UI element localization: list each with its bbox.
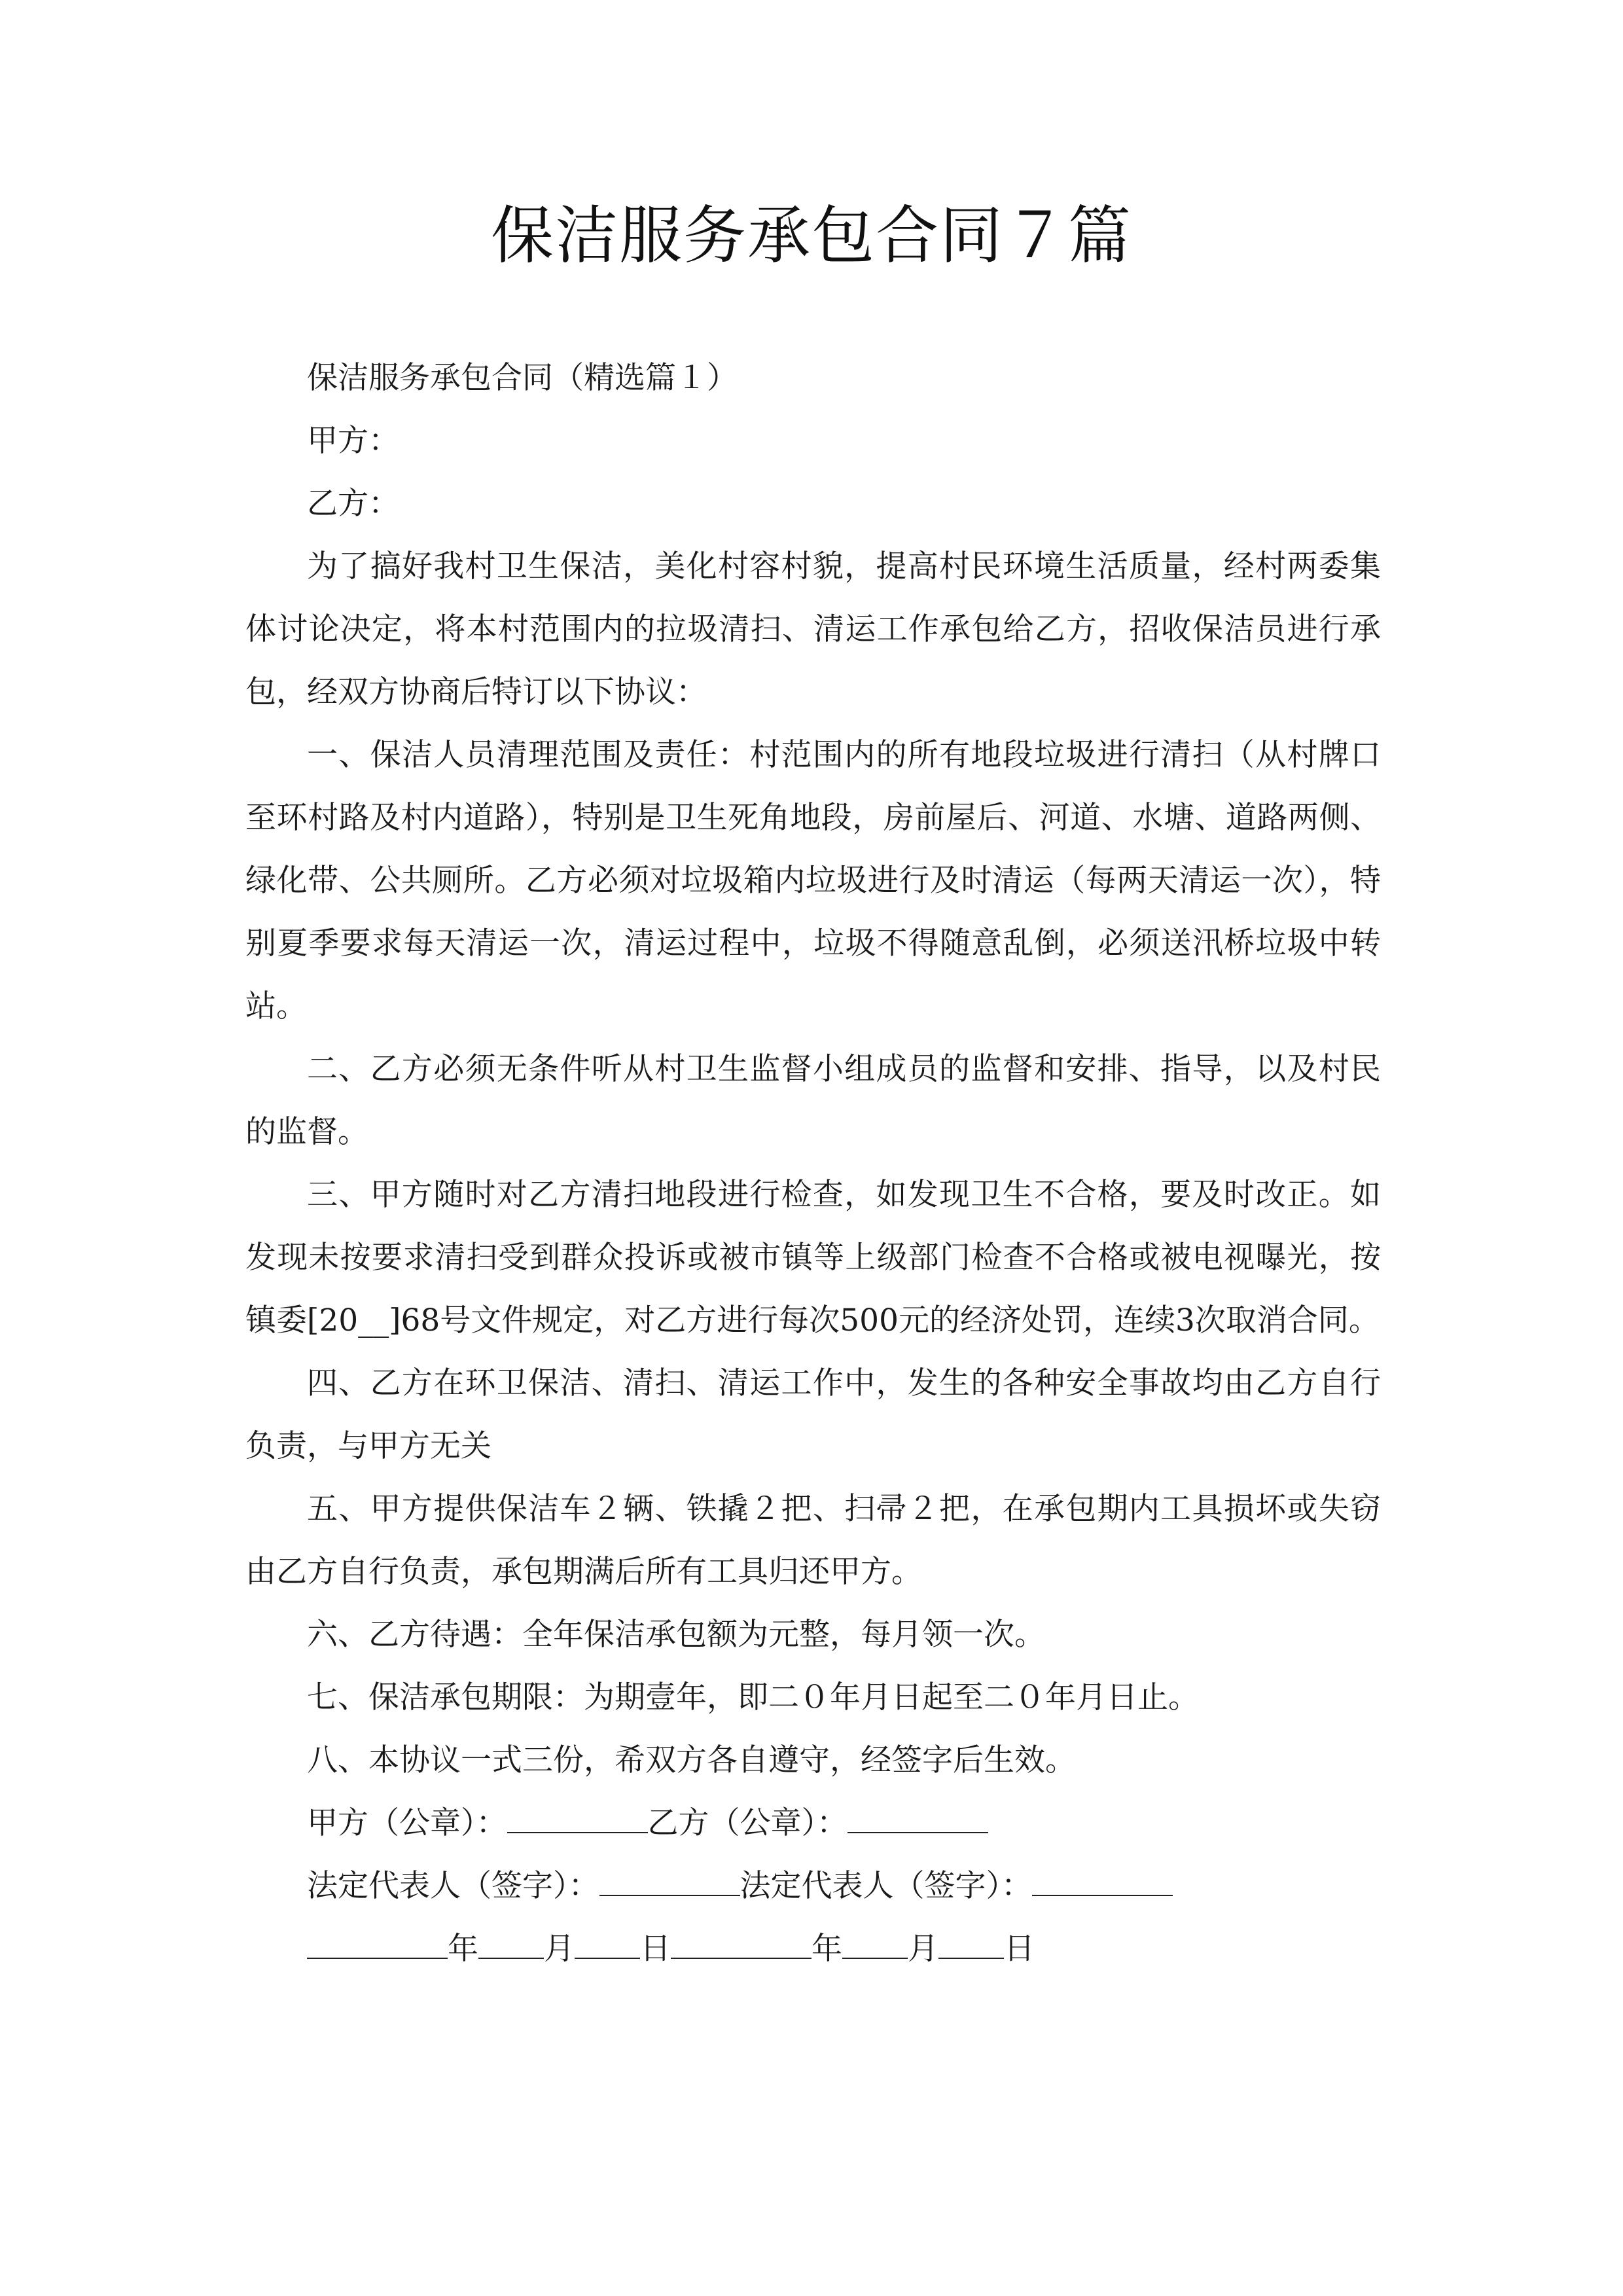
party-b-line: 乙方： [307,486,399,522]
date-a-month: 月 [544,1931,575,1967]
date-b-day: 日 [1004,1931,1035,1967]
rep-a-blank [599,1861,740,1896]
date-a-month-blank [478,1924,544,1959]
representative-row [245,1855,1381,1918]
date-b-year: 年 [812,1931,842,1967]
paragraph-clause-5: 五、甲方提供保洁车２辆、铁撬２把、扫帚２把，在承包期内工具损坏或失窃由乙方自行负责，承包期满后所有工具归还甲方。 [245,1491,1381,1590]
seal-a-blank [507,1798,648,1833]
paragraph-intro: 为了搞好我村卫生保洁，美化村容村貌，提高村民环境生活质量，经村两委集体讨论决定，将本村范围内的拉圾清扫、清运工作承包给乙方，招收保洁员进行承包，经双方协商后特订以下协议： [245,548,1381,710]
date-b-year-blank [671,1924,812,1959]
document-body [245,347,1381,1981]
section-heading: 保洁服务承包合同（精选篇１） [307,360,738,396]
rep-b-blank [1032,1861,1173,1896]
seal-row [245,1792,1381,1855]
rep-b-label: 法定代表人（签字）： [740,1868,1032,1904]
paragraph-clause-3: 三、甲方随时对乙方清扫地段进行检查，如发现卫生不合格，要及时改正。如发现未按要求清扫受到群众投诉或被市镇等上级部门检查不合格或被电视曝光，按镇委[20__]68号文件规定，对乙方进行每次500元的经济处罚，连续3次取消合同。 [245,1177,1381,1338]
date-a-day: 日 [640,1931,671,1967]
seal-a-label: 甲方（公章）： [307,1805,507,1841]
date-a-day-blank [575,1924,640,1959]
date-b-month: 月 [908,1931,938,1967]
date-a-year-blank [307,1924,448,1959]
date-b-day-blank [938,1924,1004,1959]
date-a-year: 年 [448,1931,478,1967]
paragraph-clause-4: 四、乙方在环卫保洁、清扫、清运工作中，发生的各种安全事故均由乙方自行负责，与甲方无关 [245,1365,1381,1464]
document-title: 保洁服务承包合同７篇 [491,199,1132,272]
paragraph-clause-1: 一、保洁人员清理范围及责任：村范围内的所有地段垃圾进行清扫（从村牌口至环村路及村内道路），特别是卫生死角地段，房前屋后、河道、水塘、道路两侧、绿化带、公共厕所。乙方必须对垃圾箱内垃圾进行及时清运（每两天清运一次），特别夏季要求每天清运一次，清运过程中，垃圾不得随意乱倒，必须送汛桥垃圾中转站。 [245,737,1381,1024]
date-row [245,1918,1381,1981]
seal-b-label: 乙方（公章）： [647,1805,847,1841]
paragraph-clause-6: 六、乙方待遇：全年保洁承包额为元整，每月领一次。 [307,1617,1045,1653]
seal-b-blank [847,1798,988,1833]
rep-a-label: 法定代表人（签字）： [307,1868,599,1904]
paragraph-clause-2: 二、乙方必须无条件听从村卫生监督小组成员的监督和安排、指导，以及村民的监督。 [245,1051,1381,1150]
date-b-month-blank [842,1924,908,1959]
paragraph-clause-7: 七、保洁承包期限：为期壹年，即二０年月日起至二０年月日止。 [307,1679,1199,1715]
party-a-line: 甲方： [307,423,399,459]
paragraph-clause-8: 八、本协议一式三份，希双方各自遵守，经签字后生效。 [307,1742,1076,1778]
